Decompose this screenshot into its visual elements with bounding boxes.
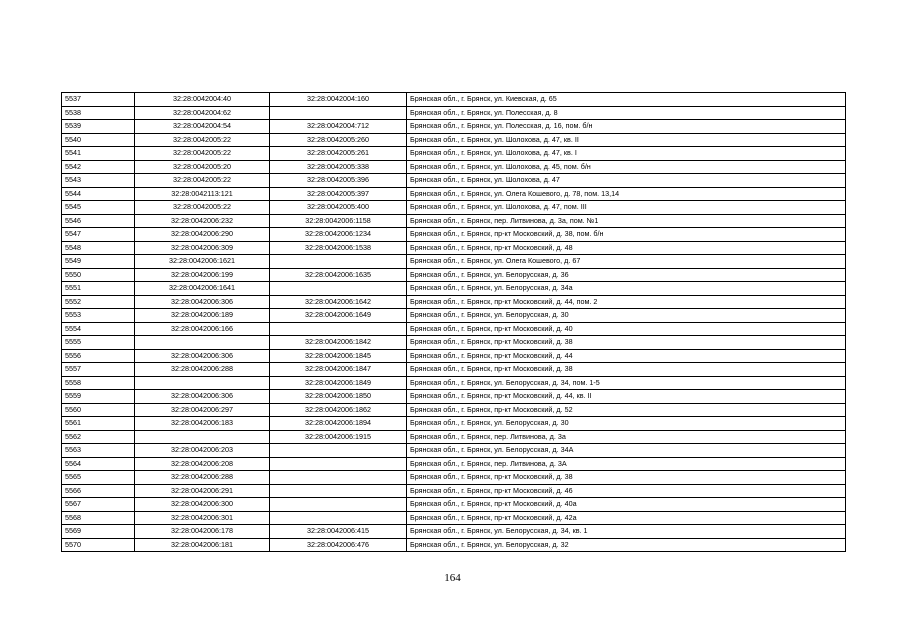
table-row [62,174,846,188]
address-cell: Брянская обл., г. Брянск, ул. Белорусская, д. 30 [407,417,846,431]
address-cell: Брянская обл., г. Брянск, ул. Белорусская, д. 34а [407,282,846,296]
address-cell: Брянская обл., г. Брянск, ул. Белорусская, д. 32 [407,538,846,552]
land-cadastral-number-cell: 32:28:0042005:22 [135,133,270,147]
row-number-cell: 5556 [62,349,135,363]
land-cadastral-number-cell: 32:28:0042006:199 [135,268,270,282]
object-cadastral-number-cell: 32:28:0042004:160 [270,93,407,107]
object-cadastral-number-cell: 32:28:0042005:396 [270,174,407,188]
address-cell: Брянская обл., г. Брянск, пр-кт Московский, д. 46 [407,484,846,498]
land-cadastral-number-cell: 32:28:0042006:291 [135,484,270,498]
table-row [62,336,846,350]
table-row [62,268,846,282]
table-row [62,349,846,363]
land-cadastral-number-cell: 32:28:0042006:208 [135,457,270,471]
table-row [62,106,846,120]
row-number-cell: 5547 [62,228,135,242]
address-cell: Брянская обл., г. Брянск, ул. Полесская, д. 16, пом. б/н [407,120,846,134]
object-cadastral-number-cell [270,511,407,525]
object-cadastral-number-cell [270,255,407,269]
object-cadastral-number-cell: 32:28:0042006:1847 [270,363,407,377]
land-cadastral-number-cell: 32:28:0042006:178 [135,525,270,539]
land-cadastral-number-cell [135,376,270,390]
address-cell: Брянская обл., г. Брянск, пр-кт Московский, д. 44, кв. II [407,390,846,404]
table-row [62,282,846,296]
address-cell: Брянская обл., г. Брянск, пер. Литвинова, д. 3а [407,430,846,444]
land-cadastral-number-cell: 32:28:0042006:300 [135,498,270,512]
row-number-cell: 5558 [62,376,135,390]
address-cell: Брянская обл., г. Брянск, пер. Литвинова, д. 3а, пом. №1 [407,214,846,228]
object-cadastral-number-cell: 32:28:0042006:1642 [270,295,407,309]
object-cadastral-number-cell: 32:28:0042006:1894 [270,417,407,431]
table-row [62,390,846,404]
row-number-cell: 5560 [62,403,135,417]
address-cell: Брянская обл., г. Брянск, ул. Шолохова, д. 47, пом. III [407,201,846,215]
row-number-cell: 5538 [62,106,135,120]
land-cadastral-number-cell: 32:28:0042005:22 [135,147,270,161]
land-cadastral-number-cell: 32:28:0042113:121 [135,187,270,201]
address-cell: Брянская обл., г. Брянск, пр-кт Московский, д. 38 [407,363,846,377]
row-number-cell: 5542 [62,160,135,174]
object-cadastral-number-cell: 32:28:0042006:1862 [270,403,407,417]
address-cell: Брянская обл., г. Брянск, пр-кт Московский, д. 38 [407,336,846,350]
object-cadastral-number-cell [270,498,407,512]
row-number-cell: 5543 [62,174,135,188]
page-number: 164 [444,572,461,584]
row-number-cell: 5555 [62,336,135,350]
table-row [62,525,846,539]
table-row [62,160,846,174]
object-cadastral-number-cell: 32:28:0042006:1649 [270,309,407,323]
table-row [62,511,846,525]
address-cell: Брянская обл., г. Брянск, ул. Олега Кошевого, д. 78, пом. 13,14 [407,187,846,201]
row-number-cell: 5540 [62,133,135,147]
table-row [62,484,846,498]
row-number-cell: 5570 [62,538,135,552]
object-cadastral-number-cell: 32:28:0042006:1850 [270,390,407,404]
table-row [62,322,846,336]
object-cadastral-number-cell: 32:28:0042006:476 [270,538,407,552]
row-number-cell: 5564 [62,457,135,471]
row-number-cell: 5566 [62,484,135,498]
row-number-cell: 5563 [62,444,135,458]
table-row [62,214,846,228]
row-number-cell: 5539 [62,120,135,134]
row-number-cell: 5559 [62,390,135,404]
object-cadastral-number-cell: 32:28:0042006:1849 [270,376,407,390]
row-number-cell: 5545 [62,201,135,215]
land-cadastral-number-cell: 32:28:0042006:306 [135,349,270,363]
table-row [62,376,846,390]
table-row [62,201,846,215]
registry-table [61,92,846,552]
address-cell: Брянская обл., г. Брянск, ул. Белорусская, д. 34, пом. 1-5 [407,376,846,390]
land-cadastral-number-cell: 32:28:0042006:297 [135,403,270,417]
object-cadastral-number-cell: 32:28:0042005:261 [270,147,407,161]
row-number-cell: 5557 [62,363,135,377]
land-cadastral-number-cell: 32:28:0042006:309 [135,241,270,255]
address-cell: Брянская обл., г. Брянск, пр-кт Московский, д. 52 [407,403,846,417]
land-cadastral-number-cell: 32:28:0042005:20 [135,160,270,174]
land-cadastral-number-cell [135,336,270,350]
land-cadastral-number-cell [135,430,270,444]
land-cadastral-number-cell: 32:28:0042006:232 [135,214,270,228]
land-cadastral-number-cell: 32:28:0042006:181 [135,538,270,552]
land-cadastral-number-cell: 32:28:0042004:54 [135,120,270,134]
row-number-cell: 5541 [62,147,135,161]
table-row [62,403,846,417]
address-cell: Брянская обл., г. Брянск, ул. Белорусская, д. 30 [407,309,846,323]
address-cell: Брянская обл., г. Брянск, ул. Шолохова, д. 47 [407,174,846,188]
table-row [62,295,846,309]
row-number-cell: 5568 [62,511,135,525]
table-row [62,93,846,107]
address-cell: Брянская обл., г. Брянск, ул. Белорусская, д. 36 [407,268,846,282]
row-number-cell: 5561 [62,417,135,431]
table-row [62,120,846,134]
row-number-cell: 5548 [62,241,135,255]
object-cadastral-number-cell: 32:28:0042005:338 [270,160,407,174]
row-number-cell: 5565 [62,471,135,485]
row-number-cell: 5550 [62,268,135,282]
address-cell: Брянская обл., г. Брянск, пр-кт Московский, д. 48 [407,241,846,255]
object-cadastral-number-cell: 32:28:0042005:260 [270,133,407,147]
row-number-cell: 5537 [62,93,135,107]
land-cadastral-number-cell: 32:28:0042006:301 [135,511,270,525]
table-row [62,241,846,255]
table-row [62,363,846,377]
row-number-cell: 5546 [62,214,135,228]
address-cell: Брянская обл., г. Брянск, пр-кт Московский, д. 44, пом. 2 [407,295,846,309]
object-cadastral-number-cell: 32:28:0042006:1538 [270,241,407,255]
address-cell: Брянская обл., г. Брянск, ул. Полесская, д. 8 [407,106,846,120]
address-cell: Брянская обл., г. Брянск, пер. Литвинова, д. 3А [407,457,846,471]
table-row [62,147,846,161]
address-cell: Брянская обл., г. Брянск, ул. Киевская, д. 65 [407,93,846,107]
object-cadastral-number-cell [270,444,407,458]
address-cell: Брянская обл., г. Брянск, пр-кт Московский, д. 38 [407,471,846,485]
object-cadastral-number-cell: 32:28:0042006:1842 [270,336,407,350]
row-number-cell: 5567 [62,498,135,512]
address-cell: Брянская обл., г. Брянск, ул. Олега Кошевого, д. 67 [407,255,846,269]
land-cadastral-number-cell: 32:28:0042004:40 [135,93,270,107]
address-cell: Брянская обл., г. Брянск, пр-кт Московский, д. 40 [407,322,846,336]
land-cadastral-number-cell: 32:28:0042006:288 [135,363,270,377]
table-row [62,187,846,201]
object-cadastral-number-cell: 32:28:0042006:1635 [270,268,407,282]
object-cadastral-number-cell: 32:28:0042006:1845 [270,349,407,363]
land-cadastral-number-cell: 32:28:0042006:306 [135,295,270,309]
object-cadastral-number-cell [270,484,407,498]
table-row [62,538,846,552]
row-number-cell: 5551 [62,282,135,296]
row-number-cell: 5552 [62,295,135,309]
table-row [62,309,846,323]
table-row [62,228,846,242]
row-number-cell: 5553 [62,309,135,323]
row-number-cell: 5562 [62,430,135,444]
land-cadastral-number-cell: 32:28:0042006:1621 [135,255,270,269]
object-cadastral-number-cell [270,106,407,120]
land-cadastral-number-cell: 32:28:0042004:62 [135,106,270,120]
table-row [62,430,846,444]
object-cadastral-number-cell [270,471,407,485]
table-row [62,133,846,147]
row-number-cell: 5569 [62,525,135,539]
address-cell: Брянская обл., г. Брянск, ул. Белорусская, д. 34А [407,444,846,458]
object-cadastral-number-cell [270,457,407,471]
object-cadastral-number-cell: 32:28:0042006:1158 [270,214,407,228]
row-number-cell: 5544 [62,187,135,201]
land-cadastral-number-cell: 32:28:0042006:183 [135,417,270,431]
address-cell: Брянская обл., г. Брянск, пр-кт Московский, д. 38, пом. б/н [407,228,846,242]
land-cadastral-number-cell: 32:28:0042006:189 [135,309,270,323]
land-cadastral-number-cell: 32:28:0042006:203 [135,444,270,458]
land-cadastral-number-cell: 32:28:0042005:22 [135,174,270,188]
land-cadastral-number-cell: 32:28:0042006:290 [135,228,270,242]
land-cadastral-number-cell: 32:28:0042006:306 [135,390,270,404]
table-row [62,457,846,471]
address-cell: Брянская обл., г. Брянск, ул. Шолохова, д. 47, кв. I [407,147,846,161]
land-cadastral-number-cell: 32:28:0042006:1641 [135,282,270,296]
table-row [62,498,846,512]
object-cadastral-number-cell: 32:28:0042006:1915 [270,430,407,444]
object-cadastral-number-cell: 32:28:0042005:400 [270,201,407,215]
row-number-cell: 5549 [62,255,135,269]
object-cadastral-number-cell [270,282,407,296]
address-cell: Брянская обл., г. Брянск, пр-кт Московский, д. 40а [407,498,846,512]
object-cadastral-number-cell [270,322,407,336]
land-cadastral-number-cell: 32:28:0042006:166 [135,322,270,336]
address-cell: Брянская обл., г. Брянск, ул. Шолохова, д. 45, пом. б/н [407,160,846,174]
table-row [62,471,846,485]
address-cell: Брянская обл., г. Брянск, пр-кт Московский, д. 44 [407,349,846,363]
table-row [62,444,846,458]
table-row [62,417,846,431]
row-number-cell: 5554 [62,322,135,336]
registry-table-body [62,93,846,552]
object-cadastral-number-cell: 32:28:0042005:397 [270,187,407,201]
land-cadastral-number-cell: 32:28:0042005:22 [135,201,270,215]
object-cadastral-number-cell: 32:28:0042006:1234 [270,228,407,242]
land-cadastral-number-cell: 32:28:0042006:288 [135,471,270,485]
object-cadastral-number-cell: 32:28:0042004:712 [270,120,407,134]
object-cadastral-number-cell: 32:28:0042006:415 [270,525,407,539]
address-cell: Брянская обл., г. Брянск, пр-кт Московский, д. 42а [407,511,846,525]
table-row [62,255,846,269]
address-cell: Брянская обл., г. Брянск, ул. Белорусская, д. 34, кв. 1 [407,525,846,539]
address-cell: Брянская обл., г. Брянск, ул. Шолохова, д. 47, кв. II [407,133,846,147]
